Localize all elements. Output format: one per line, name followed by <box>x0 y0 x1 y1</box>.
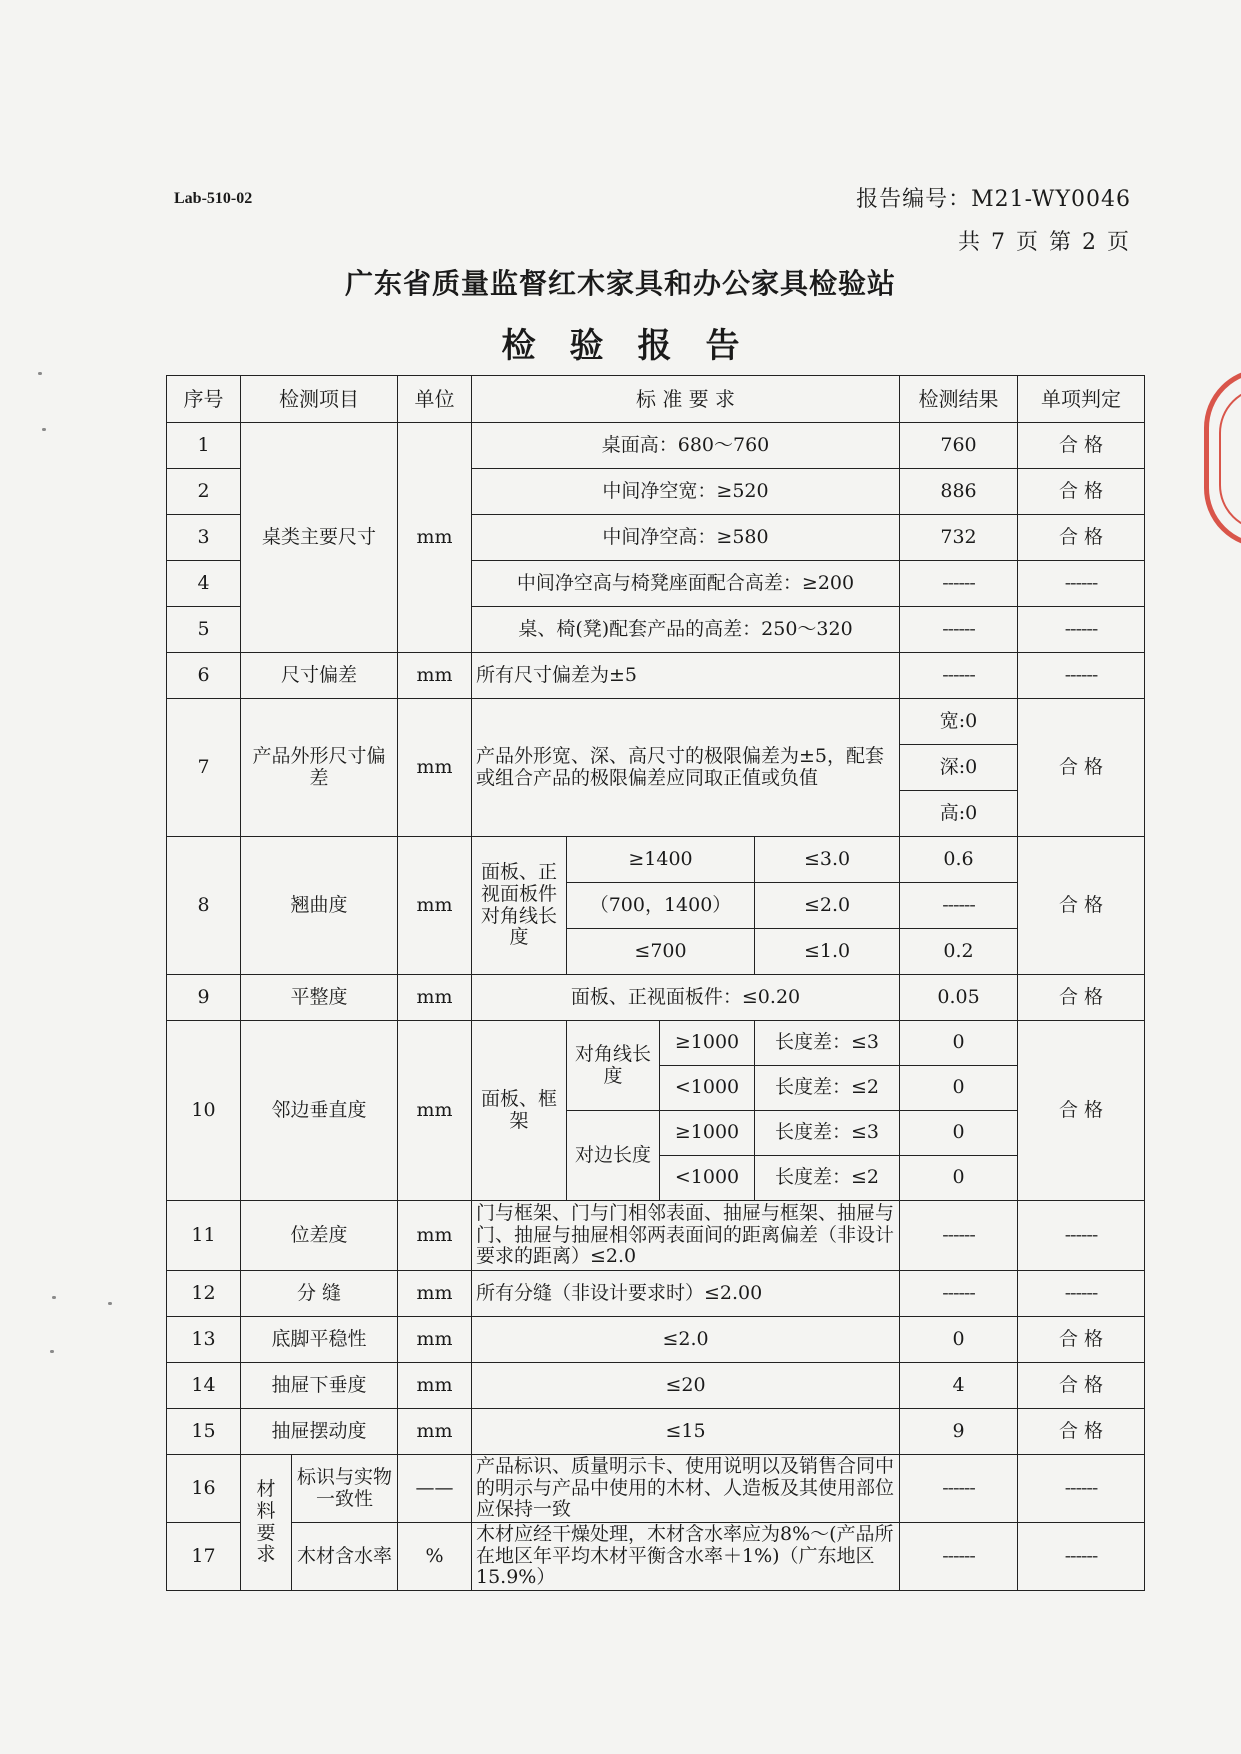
requirement-cell: 所有尺寸偏差为±5 <box>472 653 900 699</box>
requirement-cell: 产品外形宽、深、高尺寸的极限偏差为±5，配套或组合产品的极限偏差应同取正值或负值 <box>472 699 900 837</box>
seq-cell: 1 <box>167 423 241 469</box>
item-cell: 平整度 <box>241 975 398 1021</box>
limit-cell: 长度差：≤3 <box>755 1021 900 1066</box>
verdict-cell: 合 格 <box>1018 1409 1145 1455</box>
verdict-cell: ------ <box>1018 607 1145 653</box>
range-cell: ≥1400 <box>567 837 755 883</box>
table-row <box>167 837 1145 883</box>
result-cell: 0 <box>900 1317 1018 1363</box>
limit-cell: ≤3.0 <box>755 837 900 883</box>
scan-speck <box>50 1350 54 1353</box>
item-cell: 底脚平稳性 <box>241 1317 398 1363</box>
table-row <box>167 1363 1145 1409</box>
unit-cell: mm <box>398 837 472 975</box>
sub-item-cell: 木材含水率 <box>292 1523 398 1591</box>
seq-cell: 8 <box>167 837 241 975</box>
table-row <box>167 1201 1145 1271</box>
seq-cell: 10 <box>167 1021 241 1201</box>
seq-cell: 9 <box>167 975 241 1021</box>
result-cell: ------ <box>900 561 1018 607</box>
item-cell: 抽屉下垂度 <box>241 1363 398 1409</box>
requirement-cell: ≤20 <box>472 1363 900 1409</box>
item-cell: 抽屉摆动度 <box>241 1409 398 1455</box>
document-title: 检验报告 <box>501 326 774 366</box>
item-cell: 桌类主要尺寸 <box>241 423 398 653</box>
table-row <box>167 975 1145 1021</box>
requirement-cell: 桌、椅(凳)配套产品的高差：250～320 <box>472 607 900 653</box>
table-row <box>167 1317 1145 1363</box>
col-requirement: 标 准 要 求 <box>472 376 900 423</box>
requirement-cell: 中间净空高与椅凳座面配合高差：≥200 <box>472 561 900 607</box>
report-number: 报告编号：M21-WY0046 <box>856 187 1131 212</box>
result-cell: ------ <box>900 607 1018 653</box>
requirement-cell: 桌面高：680～760 <box>472 423 900 469</box>
range-cell: ≤700 <box>567 929 755 975</box>
seq-cell: 2 <box>167 469 241 515</box>
result-cell: 0 <box>900 1021 1018 1066</box>
limit-cell: ≤2.0 <box>755 883 900 929</box>
verdict-cell: 合 格 <box>1018 975 1145 1021</box>
table-row <box>167 423 1145 469</box>
verdict-cell: 合 格 <box>1018 837 1145 975</box>
verdict-cell: 合 格 <box>1018 1363 1145 1409</box>
unit-cell: mm <box>398 1317 472 1363</box>
col-unit: 单位 <box>398 376 472 423</box>
limit-cell: 长度差：≤2 <box>755 1066 900 1111</box>
verdict-cell: 合 格 <box>1018 699 1145 837</box>
item-cell: 产品外形尺寸偏差 <box>241 699 398 837</box>
verdict-cell: ------ <box>1018 653 1145 699</box>
organization-title: 广东省质量监督红木家具和办公家具检验站 <box>344 267 896 300</box>
official-seal-stamp <box>1204 368 1241 548</box>
verdict-cell: ------ <box>1018 1271 1145 1317</box>
seq-cell: 16 <box>167 1455 241 1523</box>
requirement-cell: 产品标识、质量明示卡、使用说明以及销售合同中的明示与产品中使用的木材、人造板及其使用部位应保持一致 <box>472 1455 900 1523</box>
seq-cell: 17 <box>167 1523 241 1591</box>
verdict-cell: 合 格 <box>1018 515 1145 561</box>
scan-speck <box>42 428 46 431</box>
requirement-cell: 中间净空宽：≥520 <box>472 469 900 515</box>
result-cell: ------ <box>900 1455 1018 1523</box>
page-indicator: 共 7 页 第 2 页 <box>958 230 1131 255</box>
lab-code: Lab-510-02 <box>174 190 253 207</box>
unit-cell: % <box>398 1523 472 1591</box>
item-cell: 尺寸偏差 <box>241 653 398 699</box>
result-cell: 732 <box>900 515 1018 561</box>
result-cell: 0 <box>900 1156 1018 1201</box>
result-cell: 0 <box>900 1066 1018 1111</box>
requirement-cell: 所有分缝（非设计要求时）≤2.00 <box>472 1271 900 1317</box>
requirement-cell: ≤15 <box>472 1409 900 1455</box>
unit-cell: mm <box>398 1021 472 1201</box>
unit-cell: mm <box>398 1201 472 1271</box>
diagonal-label-cell: 对角线长度 <box>567 1021 660 1111</box>
verdict-cell: 合 格 <box>1018 423 1145 469</box>
result-cell: 886 <box>900 469 1018 515</box>
seq-cell: 12 <box>167 1271 241 1317</box>
result-width-cell: 宽:0 <box>900 699 1018 745</box>
result-cell: ------ <box>900 1523 1018 1591</box>
verdict-cell: ------ <box>1018 1455 1145 1523</box>
unit-cell: mm <box>398 699 472 837</box>
material-group-cell: 材料要求 <box>241 1455 292 1591</box>
result-depth-cell: 深:0 <box>900 745 1018 791</box>
result-cell: ------ <box>900 653 1018 699</box>
table-row <box>167 699 1145 745</box>
verdict-cell: 合 格 <box>1018 1317 1145 1363</box>
result-cell: ------ <box>900 1271 1018 1317</box>
table-row <box>167 1021 1145 1066</box>
scan-speck <box>52 1296 56 1299</box>
unit-cell: mm <box>398 1271 472 1317</box>
seq-cell: 14 <box>167 1363 241 1409</box>
seq-cell: 3 <box>167 515 241 561</box>
seq-cell: 4 <box>167 561 241 607</box>
limit-cell: ≤1.0 <box>755 929 900 975</box>
seq-cell: 13 <box>167 1317 241 1363</box>
range-cell: <1000 <box>660 1066 755 1111</box>
result-height-cell: 高:0 <box>900 791 1018 837</box>
seq-cell: 7 <box>167 699 241 837</box>
range-cell: <1000 <box>660 1156 755 1201</box>
seq-cell: 15 <box>167 1409 241 1455</box>
seq-cell: 5 <box>167 607 241 653</box>
result-cell: 0 <box>900 1111 1018 1156</box>
sub-item-cell: 标识与实物一致性 <box>292 1455 398 1523</box>
result-cell: 9 <box>900 1409 1018 1455</box>
unit-cell: mm <box>398 1363 472 1409</box>
result-cell: 4 <box>900 1363 1018 1409</box>
verdict-cell: ------ <box>1018 561 1145 607</box>
sub-item-cell: 面板、正视面板件对角线长度 <box>472 837 567 975</box>
col-verdict: 单项判定 <box>1018 376 1145 423</box>
range-cell: （700，1400） <box>567 883 755 929</box>
unit-cell: mm <box>398 423 472 653</box>
table-row <box>167 1523 1145 1591</box>
verdict-cell: 合 格 <box>1018 1021 1145 1201</box>
col-seq: 序号 <box>167 376 241 423</box>
item-cell: 翘曲度 <box>241 837 398 975</box>
result-cell: 0.05 <box>900 975 1018 1021</box>
result-cell: ------ <box>900 883 1018 929</box>
table-row <box>167 1455 1145 1523</box>
sub-item-cell: 面板、框架 <box>472 1021 567 1201</box>
item-cell: 分 缝 <box>241 1271 398 1317</box>
table-row <box>167 1271 1145 1317</box>
verdict-cell: ------ <box>1018 1523 1145 1591</box>
limit-cell: 长度差：≤2 <box>755 1156 900 1201</box>
scan-speck <box>108 1302 112 1305</box>
verdict-cell: 合 格 <box>1018 469 1145 515</box>
inspection-table <box>166 375 1145 1591</box>
limit-cell: 长度差：≤3 <box>755 1111 900 1156</box>
range-cell: ≥1000 <box>660 1111 755 1156</box>
item-cell: 位差度 <box>241 1201 398 1271</box>
unit-cell: mm <box>398 975 472 1021</box>
seq-cell: 11 <box>167 1201 241 1271</box>
verdict-cell: ------ <box>1018 1201 1145 1271</box>
table-row <box>167 1409 1145 1455</box>
unit-cell: mm <box>398 1409 472 1455</box>
col-result: 检测结果 <box>900 376 1018 423</box>
requirement-cell: 中间净空高：≥580 <box>472 515 900 561</box>
opposite-side-label-cell: 对边长度 <box>567 1111 660 1201</box>
requirement-cell: 门与框架、门与门相邻表面、抽屉与框架、抽屉与门、抽屉与抽屉相邻两表面间的距离偏差（非设计要求的距离）≤2.0 <box>472 1201 900 1271</box>
requirement-cell: 木材应经干燥处理，木材含水率应为8%～(产品所在地区年平均木材平衡含水率＋1%)（广东地区15.9%） <box>472 1523 900 1591</box>
result-cell: 0.2 <box>900 929 1018 975</box>
result-cell: 760 <box>900 423 1018 469</box>
seq-cell: 6 <box>167 653 241 699</box>
requirement-cell: ≤2.0 <box>472 1317 900 1363</box>
range-cell: ≥1000 <box>660 1021 755 1066</box>
item-cell: 邻边垂直度 <box>241 1021 398 1201</box>
result-cell: 0.6 <box>900 837 1018 883</box>
scan-speck <box>38 372 42 375</box>
result-cell: ------ <box>900 1201 1018 1271</box>
requirement-cell: 面板、正视面板件：≤0.20 <box>472 975 900 1021</box>
unit-cell: —— <box>398 1455 472 1523</box>
table-header-row <box>167 376 1145 423</box>
unit-cell: mm <box>398 653 472 699</box>
table-row <box>167 653 1145 699</box>
col-item: 检测项目 <box>241 376 398 423</box>
